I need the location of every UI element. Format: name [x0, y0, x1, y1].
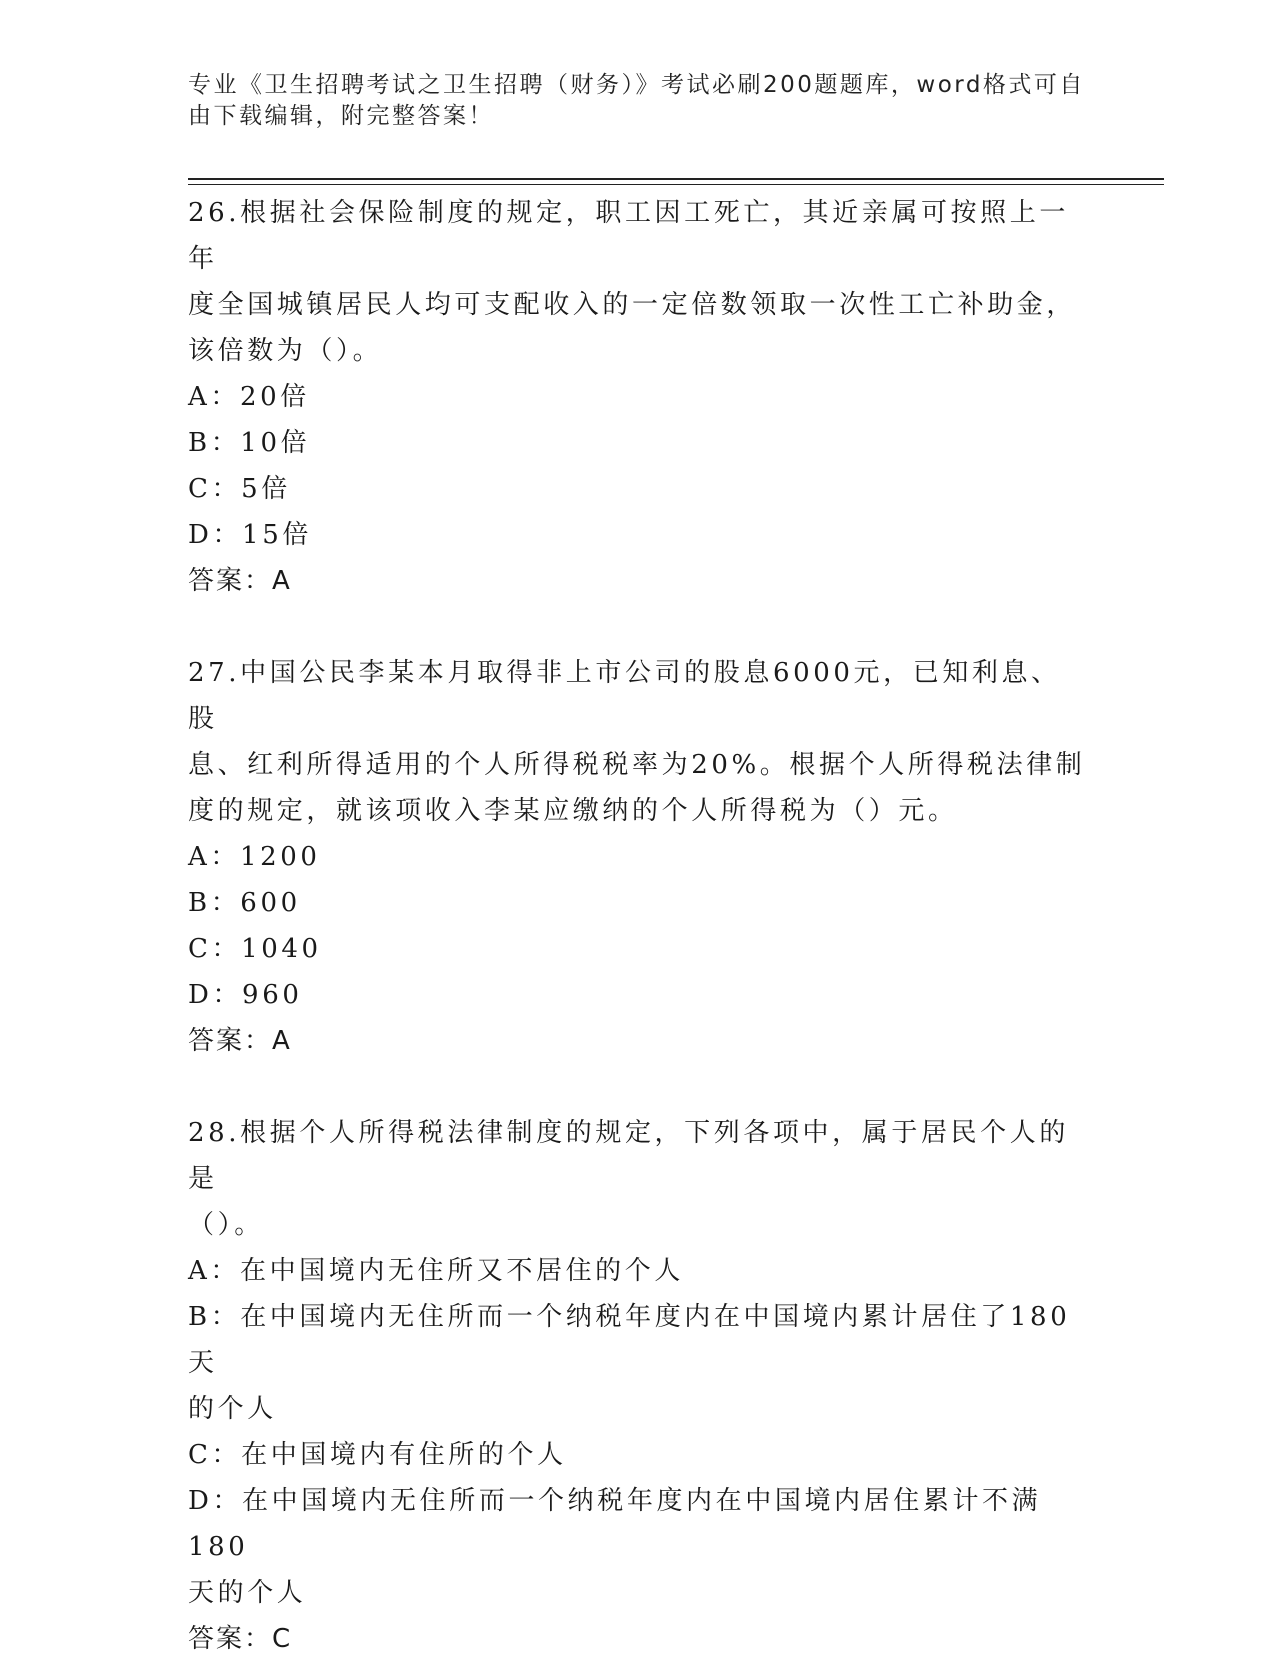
- question-spacer: [188, 604, 1088, 650]
- header-rule-thick: [188, 178, 1164, 180]
- answer-line: 答案：C: [188, 1624, 293, 1654]
- answer-line: 答案：A: [188, 1026, 292, 1056]
- option-b-continued: 的个人: [188, 1394, 277, 1424]
- option-a: A：20倍: [188, 382, 310, 412]
- header-line-2: 由下载编辑，附完整答案！: [188, 103, 494, 129]
- document-header: [188, 70, 1088, 132]
- question-27: [188, 650, 1088, 1064]
- header-rule-thin: [188, 184, 1164, 185]
- question-stem-line: 28.根据个人所得税法律制度的规定，下列各项中，属于居民个人的是: [188, 1118, 1069, 1194]
- answer-line: 答案：A: [188, 566, 292, 596]
- option-d-continued: 天的个人: [188, 1578, 307, 1608]
- option-d: D：960: [188, 980, 303, 1010]
- question-stem-line: 该倍数为（）。: [188, 336, 383, 366]
- question-stem-line: （）。: [188, 1210, 264, 1240]
- option-d: D：在中国境内无住所而一个纳税年度内在中国境内居住累计不满180: [188, 1486, 1042, 1562]
- question-stem-line: 度的规定，就该项收入李某应缴纳的个人所得税为（）元。: [188, 796, 958, 826]
- header-line-1: 专业《卫生招聘考试之卫生招聘（财务）》考试必刷200题题库，word格式可自: [188, 72, 1085, 98]
- question-26: [188, 190, 1088, 604]
- option-c: C：5倍: [188, 474, 291, 504]
- question-stem-line: 息、红利所得适用的个人所得税税率为20%。根据个人所得税法律制: [188, 750, 1086, 780]
- option-b: B：600: [188, 888, 301, 918]
- question-stem-line: 度全国城镇居民人均可支配收入的一定倍数领取一次性工亡补助金，: [188, 290, 1077, 320]
- option-a: A：在中国境内无住所又不居住的个人: [188, 1256, 684, 1286]
- question-stem-line: 26.根据社会保险制度的规定，职工因工死亡，其近亲属可按照上一年: [188, 198, 1069, 274]
- option-b: B：在中国境内无住所而一个纳税年度内在中国境内累计居住了180天: [188, 1302, 1071, 1378]
- option-c: C：1040: [188, 934, 322, 964]
- option-d: D：15倍: [188, 520, 312, 550]
- option-b: B：10倍: [188, 428, 311, 458]
- question-28: [188, 1110, 1088, 1662]
- question-spacer: [188, 1064, 1088, 1110]
- option-a: A：1200: [188, 842, 321, 872]
- question-list: [188, 190, 1088, 1662]
- option-c: C：在中国境内有住所的个人: [188, 1440, 567, 1470]
- question-stem-line: 27.中国公民李某本月取得非上市公司的股息6000元，已知利息、股: [188, 658, 1061, 734]
